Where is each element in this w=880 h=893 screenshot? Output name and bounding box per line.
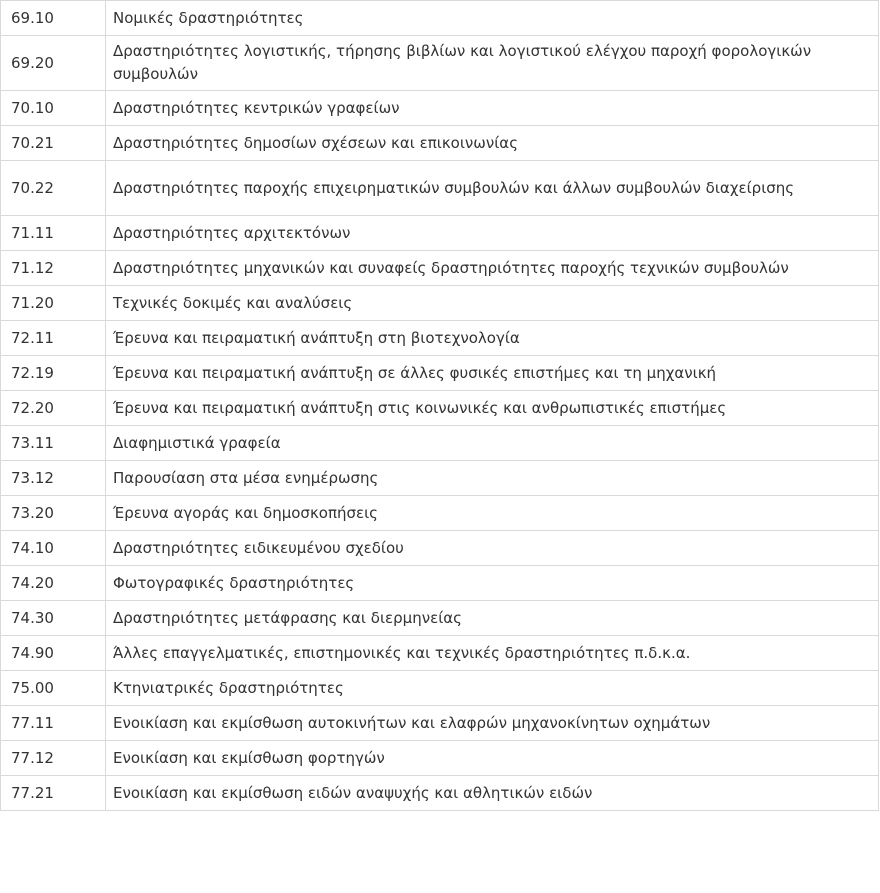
activity-code-cell: 72.20	[1, 391, 106, 426]
table-row	[1, 251, 879, 286]
activity-code-cell: 74.20	[1, 566, 106, 601]
activity-description-cell: Ενοικίαση και εκμίσθωση φορτηγών	[106, 741, 879, 776]
activity-description-cell: Παρουσίαση στα μέσα ενημέρωσης	[106, 461, 879, 496]
activity-code-cell: 71.12	[1, 251, 106, 286]
table-row	[1, 566, 879, 601]
table-row	[1, 321, 879, 356]
activity-description-cell: Δραστηριότητες δημοσίων σχέσεων και επικοινωνίας	[106, 126, 879, 161]
activity-code-cell: 69.10	[1, 1, 106, 36]
table-row	[1, 776, 879, 811]
activity-description-cell: Κτηνιατρικές δραστηριότητες	[106, 671, 879, 706]
activity-code-cell: 70.10	[1, 91, 106, 126]
table-row	[1, 426, 879, 461]
activity-code-cell: 73.12	[1, 461, 106, 496]
table-row	[1, 601, 879, 636]
activity-code-cell: 75.00	[1, 671, 106, 706]
activity-code-cell: 71.20	[1, 286, 106, 321]
activity-description-cell: Ενοικίαση και εκμίσθωση αυτοκινήτων και ελαφρών μηχανοκίνητων οχημάτων	[106, 706, 879, 741]
table-row	[1, 356, 879, 391]
activity-description-cell: Έρευνα και πειραματική ανάπτυξη στις κοινωνικές και ανθρωπιστικές επιστήμες	[106, 391, 879, 426]
activity-description-cell: Έρευνα και πειραματική ανάπτυξη σε άλλες φυσικές επιστήμες και τη μηχανική	[106, 356, 879, 391]
activity-description-cell: Έρευνα και πειραματική ανάπτυξη στη βιοτεχνολογία	[106, 321, 879, 356]
activity-code-cell: 70.21	[1, 126, 106, 161]
activity-code-cell: 74.10	[1, 531, 106, 566]
activity-description-cell: Τεχνικές δοκιμές και αναλύσεις	[106, 286, 879, 321]
table-row	[1, 461, 879, 496]
activity-description-cell: Δραστηριότητες παροχής επιχειρηματικών συμβουλών και άλλων συμβουλών διαχείρισης	[106, 161, 879, 216]
table-row	[1, 126, 879, 161]
table-row	[1, 1, 879, 36]
activity-description-cell: Ενοικίαση και εκμίσθωση ειδών αναψυχής και αθλητικών ειδών	[106, 776, 879, 811]
activity-code-cell: 69.20	[1, 36, 106, 91]
activity-description-cell: Έρευνα αγοράς και δημοσκοπήσεις	[106, 496, 879, 531]
table-row	[1, 496, 879, 531]
activity-code-cell: 73.20	[1, 496, 106, 531]
table-row	[1, 161, 879, 216]
activity-code-cell: 77.11	[1, 706, 106, 741]
activity-description-cell: Δραστηριότητες αρχιτεκτόνων	[106, 216, 879, 251]
activity-code-cell: 77.12	[1, 741, 106, 776]
activity-description-cell: Δραστηριότητες ειδικευμένου σχεδίου	[106, 531, 879, 566]
activity-code-cell: 72.11	[1, 321, 106, 356]
table-row	[1, 391, 879, 426]
activity-codes-body	[1, 1, 879, 811]
activity-code-cell: 71.11	[1, 216, 106, 251]
table-row	[1, 671, 879, 706]
table-row	[1, 216, 879, 251]
activity-description-cell: Νομικές δραστηριότητες	[106, 1, 879, 36]
activity-description-cell: Δραστηριότητες μηχανικών και συναφείς δραστηριότητες παροχής τεχνικών συμβουλών	[106, 251, 879, 286]
activity-code-cell: 74.30	[1, 601, 106, 636]
activity-description-cell: Φωτογραφικές δραστηριότητες	[106, 566, 879, 601]
activity-code-cell: 74.90	[1, 636, 106, 671]
activity-code-cell: 77.21	[1, 776, 106, 811]
activity-description-cell: Άλλες επαγγελματικές, επιστημονικές και τεχνικές δραστηριότητες π.δ.κ.α.	[106, 636, 879, 671]
table-row	[1, 36, 879, 91]
table-row	[1, 741, 879, 776]
activity-description-cell: Δραστηριότητες κεντρικών γραφείων	[106, 91, 879, 126]
table-row	[1, 706, 879, 741]
activity-description-cell: Δραστηριότητες μετάφρασης και διερμηνείας	[106, 601, 879, 636]
table-row	[1, 531, 879, 566]
activity-description-cell: Διαφημιστικά γραφεία	[106, 426, 879, 461]
table-row	[1, 91, 879, 126]
activity-code-cell: 70.22	[1, 161, 106, 216]
activity-code-cell: 73.11	[1, 426, 106, 461]
activity-description-cell: Δραστηριότητες λογιστικής, τήρησης βιβλίων και λογιστικού ελέγχου παροχή φορολογικών συμβουλών	[106, 36, 879, 91]
table-row	[1, 636, 879, 671]
table-row	[1, 286, 879, 321]
activity-code-cell: 72.19	[1, 356, 106, 391]
